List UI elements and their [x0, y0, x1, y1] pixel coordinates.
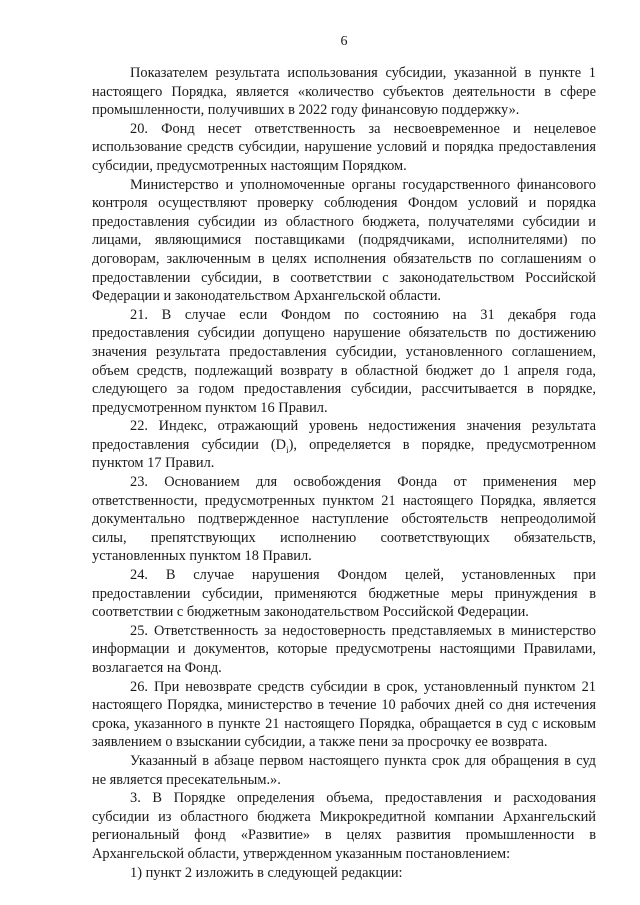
paragraph-22-text-before: 22. Индекс, отражающий уровень недостижения значения результата предоставления субсидии (D: [92, 418, 596, 453]
paragraph-24: 24. В случае нарушения Фондом целей, установленных при предоставлении субсидии, применяются бюджетные меры принуждения в соответствии с бюджетным законодательством Российской Федерации.: [92, 567, 596, 621]
paragraph-deadline-note: Указанный в абзаце первом настоящего пункта срок для обращения в суд не является пресекательным.».: [92, 752, 596, 788]
paragraph-22: [92, 417, 596, 473]
paragraph-item-1: 1) пункт 2 изложить в следующей редакции:: [130, 864, 403, 881]
paragraph-3: 3. В Порядке определения объема, предоставления и расходования субсидии из областного бюджета Микрокредитной компании Архангельский региональный фонд «Развитие» в целях развития промышленности в Архангельской области, утвержденном указанным постановлением:: [92, 790, 596, 862]
document-page: [92, 32, 596, 882]
paragraph-22-text-after: ), определяется в порядке, предусмотренном пунктом 17 Правил.: [92, 436, 596, 472]
paragraph-25: 25. Ответственность за недостоверность представляемых в министерство информации и документов, которые предусмотрены настоящими Правилами, возлагается на Фонд.: [92, 622, 596, 676]
paragraph-20: 20. Фонд несет ответственность за несвоевременное и нецелевое использование средств субсидии, нарушение условий и порядка предоставления субсидии, предусмотренных настоящим Порядком.: [92, 120, 596, 174]
paragraph-21: 21. В случае если Фондом по состоянию на 31 декабря года предоставления субсидии допущено нарушение обязательств по достижению значения результата предоставления субсидии, установленного соглашением, объем средств, подлежащий возврату в областной бюджет до 1 апреля года, следующего за годом предоставления субсидии, рассчитывается в порядке, предусмотренном пунктом 16 Правил.: [92, 306, 596, 416]
page-number: 6: [340, 34, 348, 49]
paragraph-ministry-control: Министерство и уполномоченные органы государственного финансового контроля осуществляют проверку соблюдения Фондом условий и порядка предоставления субсидии из областного бюджета, получателями субсидии и лицами, являющимися поставщиками (подрядчиками, исполнителями) по договорам, заключенным в целях исполнения обязательств по соглашениям о предоставлении субсидии, в соответствии с законодательством Российской Федерации и законодательством Архангельской области.: [92, 176, 596, 305]
paragraph-result-indicator: Показателем результата использования субсидии, указанной в пункте 1 настоящего Порядка, является «количество субъектов деятельности в сфере промышленности, получивших в 2022 году финансовую поддержку».: [92, 65, 596, 119]
paragraph-23: 23. Основанием для освобождения Фонда от применения мер ответственности, предусмотренных пунктом 21 настоящего Порядка, является документально подтвержденное наступление обстоятельств непреодолимой силы, препятствующих исполнению соответствующих обязательств, установленных пунктом 18 Правил.: [92, 474, 596, 565]
paragraph-22-subscript: i: [286, 444, 289, 455]
paragraph-26: 26. При невозврате средств субсидии в срок, установленный пунктом 21 настоящего Порядка, министерство в течение 10 рабочих дней со дня истечения срока, указанного в пункте 21 настоящего Порядка, обращается в суд с исковым заявлением о взыскании субсидии, а также пени за просрочку ее возврата.: [92, 678, 596, 751]
